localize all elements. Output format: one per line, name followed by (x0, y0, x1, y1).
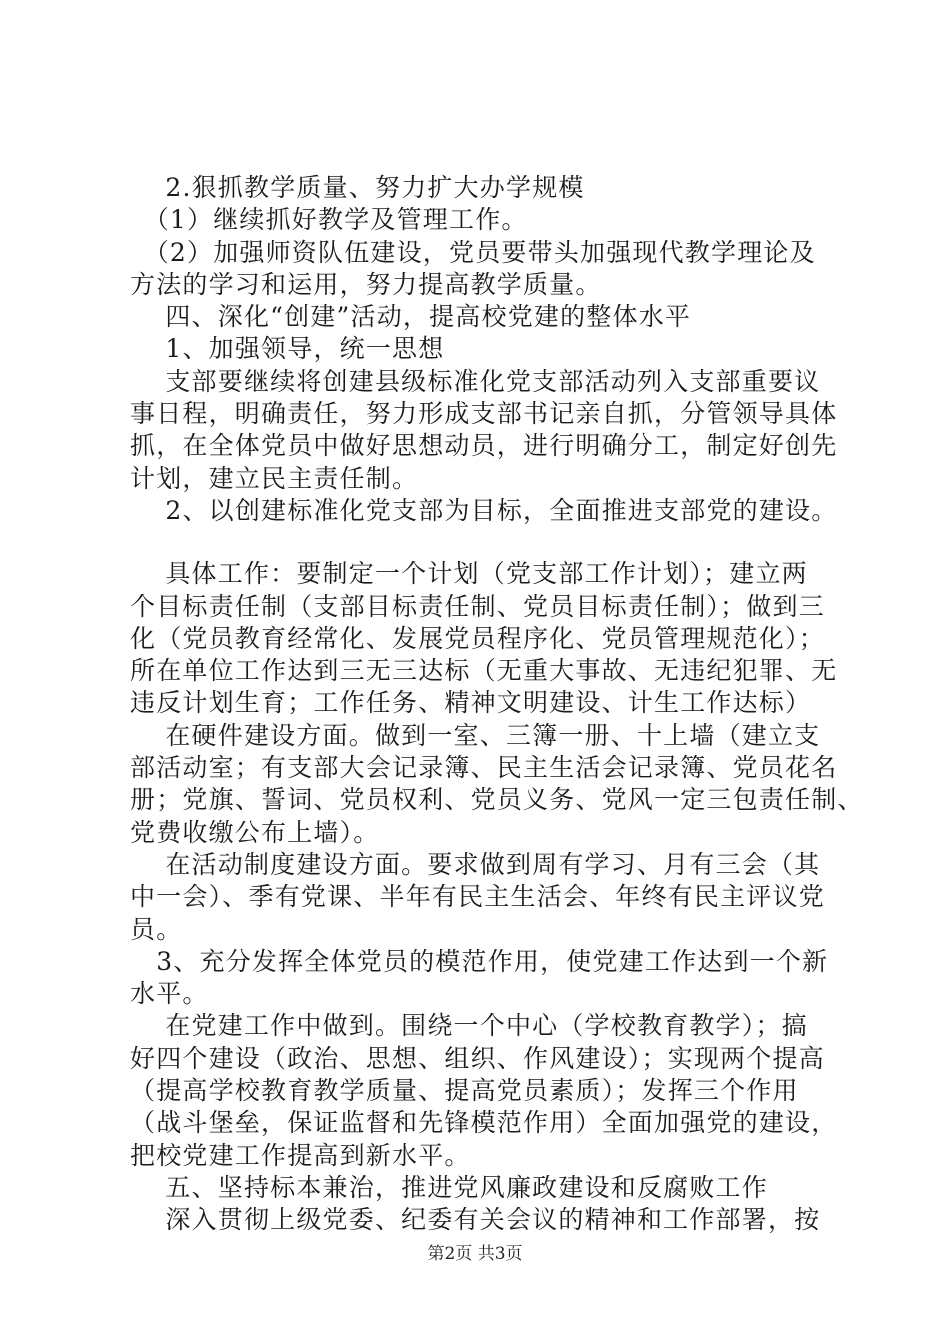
section-heading: 五、坚持标本兼治，推进党风廉政建设和反腐败工作 (130, 1172, 768, 1202)
text-line: 所在单位工作达到三无三达标（无重大事故、无违纪犯罪、无 (130, 656, 838, 686)
text-line: 部活动室；有支部大会记录簿、民主生活会记录簿、党员花名 (130, 753, 838, 783)
text-line: 化（党员教育经常化、发展党员程序化、党员管理规范化）； (130, 623, 825, 653)
text-line: 抓，在全体党员中做好思想动员，进行明确分工，制定好创先 (130, 431, 838, 461)
text-line: 册；党旗、誓词、党员权利、党员义务、党风一定三包责任制、 (130, 785, 864, 815)
text-line: 好四个建设（政治、思想、组织、作风建设）；实现两个提高 (130, 1043, 825, 1073)
text-line: （战斗堡垒，保证监督和先锋模范作用）全面加强党的建设， (130, 1108, 838, 1138)
text-line: 支部要继续将创建县级标准化党支部活动列入支部重要议 (130, 366, 821, 396)
text-line: 方法的学习和运用，努力提高教学质量。 (130, 269, 602, 299)
text-line: 3、充分发挥全体党员的模范作用，使党建工作达到一个新 (130, 946, 829, 976)
text-line: 1、加强领导，统一思想 (130, 334, 445, 364)
text-line: 2、以创建标准化党支部为目标，全面推进支部党的建设。 (130, 495, 838, 525)
text-line: （2）加强师资队伍建设，党员要带头加强现代教学理论及 (130, 237, 816, 267)
text-line: 在硬件建设方面。做到一室、三簿一册、十上墙（建立支 (130, 720, 821, 750)
text-line: 2.狠抓教学质量、努力扩大办学规模 (130, 173, 585, 202)
section-heading: 四、深化“创建”活动，提高校党建的整体水平 (130, 302, 692, 332)
text-line: 把校党建工作提高到新水平。 (130, 1140, 471, 1170)
text-line: 深入贯彻上级党委、纪委有关会议的精神和工作部署，按 (130, 1205, 821, 1235)
text-line: 在活动制度建设方面。要求做到周有学习、月有三会（其 (130, 849, 821, 879)
text-line: 计划，建立民主责任制。 (130, 463, 419, 493)
text-line: 在党建工作中做到。围绕一个中心（学校教育教学）；搞 (130, 1011, 808, 1041)
text-line: 违反计划生育；工作任务、精神文明建设、计生工作达标） (130, 688, 812, 718)
text-line: 水平。 (130, 979, 209, 1009)
document-body (130, 172, 864, 1237)
text-line: 具体工作：要制定一个计划（党支部工作计划）；建立两 (130, 559, 808, 589)
page-footer: 第2页 共3页 (427, 1244, 523, 1264)
text-line: 个目标责任制（支部目标责任制、党员目标责任制）；做到三 (130, 591, 825, 621)
text-line: 事日程，明确责任，努力形成支部书记亲自抓，分管领导具体 (130, 399, 838, 429)
text-line: （1）继续抓好教学及管理工作。 (130, 205, 528, 235)
text-line: 中一会）、季有党课、半年有民主生活会、年终有民主评议党 (130, 882, 825, 912)
text-line: 员。 (130, 914, 183, 944)
paragraph-gap (130, 527, 830, 558)
text-line: （提高学校教育教学质量、提高党员素质）；发挥三个作用 (130, 1076, 799, 1106)
text-line: 党费收缴公布上墙）。 (130, 817, 380, 847)
